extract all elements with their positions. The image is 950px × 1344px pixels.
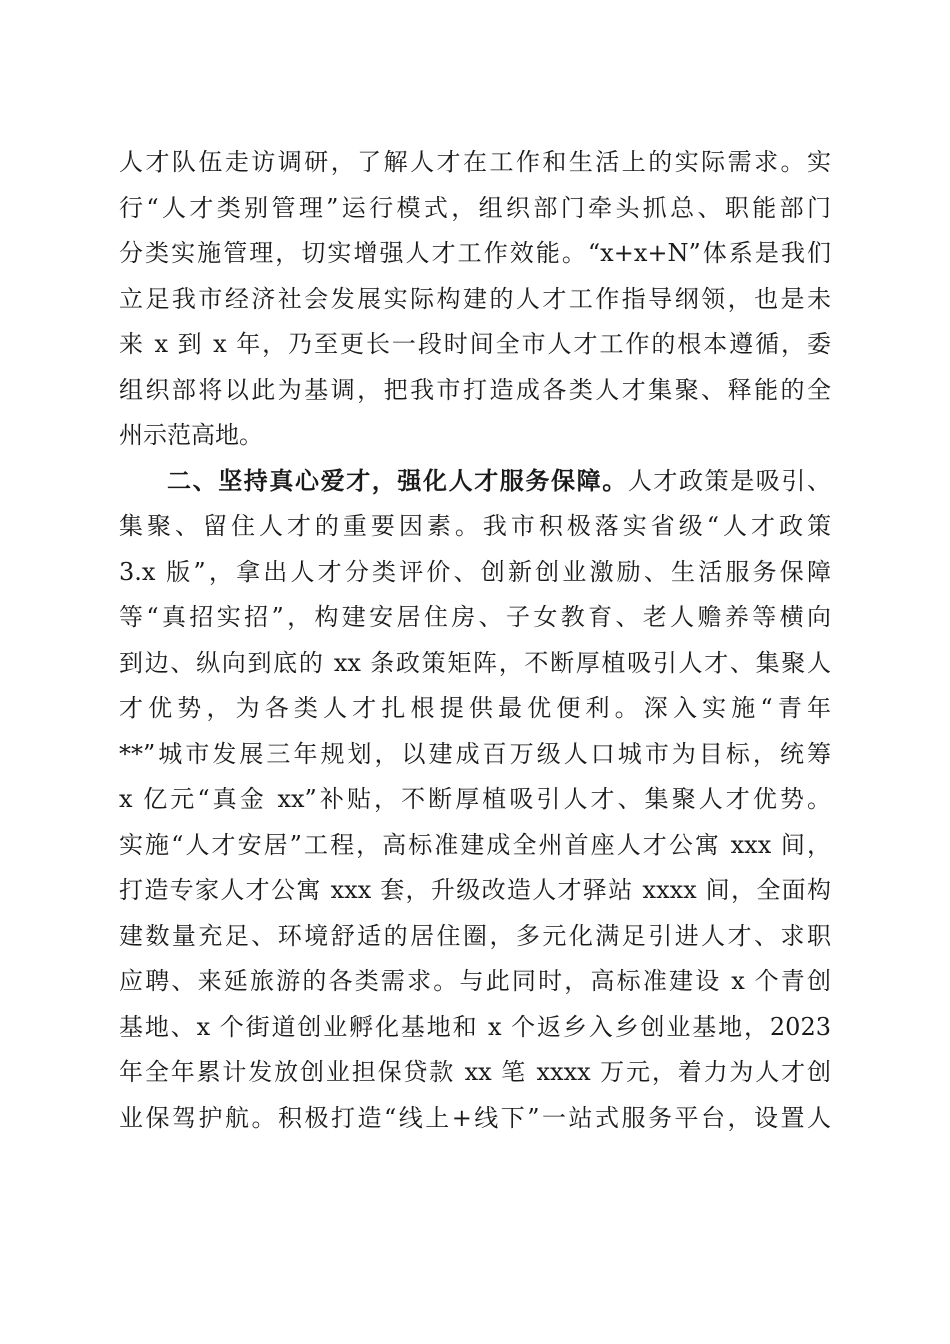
text-line: 到边、纵向到底的 xx 条政策矩阵，不断厚植吸引人才、集聚人 (119, 648, 831, 677)
text-line: 组织部将以此为基调，把我市打造成各类人才集聚、释能的全 (119, 375, 831, 404)
text-line: 立足我市经济社会发展实际构建的人才工作指导纲领，也是未 (119, 284, 831, 313)
text-line: **”城市发展三年规划，以建成百万级人口城市为目标，统筹 (119, 739, 831, 768)
text-line: 等“真招实招”，构建安居住房、子女教育、老人赡养等横向 (119, 603, 831, 631)
section-heading-line (119, 459, 831, 505)
heading-line-rest: 人才政策是吸引、 (627, 466, 831, 495)
text-line: 人才队伍走访调研，了解人才在工作和生活上的实际需求。实 (119, 148, 831, 176)
text-line: 基地、x 个街道创业孵化基地和 x 个返乡入乡创业基地，2023 (119, 1012, 831, 1041)
text-line: 分类实施管理，切实增强人才工作效能。“x+x+N”体系是我们 (119, 239, 831, 267)
text-line: 才优势，为各类人才扎根提供最优便利。深入实施“青年 (119, 694, 831, 722)
section-heading: 二、坚持真心爱才，强化人才服务保障。 (167, 466, 628, 495)
text-line: 集聚、留住人才的重要因素。我市积极落实省级“人才政策 (119, 512, 831, 540)
text-line: 建数量充足、环境舒适的居住圈，多元化满足引进人才、求职 (119, 921, 831, 950)
text-line: x 亿元“真金 xx”补贴，不断厚植吸引人才、集聚人才优势。 (119, 785, 831, 813)
text-line: 来 x 到 x 年，乃至更长一段时间全市人才工作的根本遵循，委 (119, 330, 831, 358)
text-line: 州示范高地。 (119, 421, 263, 449)
text-line: 3.x 版”，拿出人才分类评价、创新创业激励、生活服务保障 (119, 557, 831, 586)
text-line: 业保驾护航。积极打造“线上+线下”一站式服务平台，设置人 (119, 1103, 831, 1132)
text-line: 应聘、来延旅游的各类需求。与此同时，高标准建设 x 个青创 (119, 967, 831, 995)
text-line: 年全年累计发放创业担保贷款 xx 笔 xxxx 万元，着力为人才创 (119, 1058, 831, 1086)
text-line: 行“人才类别管理”运行模式，组织部门牵头抓总、职能部门 (119, 193, 831, 222)
text-line: 实施“人才安居”工程，高标准建成全州首座人才公寓 xxx 间， (119, 830, 831, 859)
text-line: 打造专家人才公寓 xxx 套，升级改造人才驿站 xxxx 间，全面构 (119, 876, 831, 904)
body-text (119, 140, 831, 1141)
